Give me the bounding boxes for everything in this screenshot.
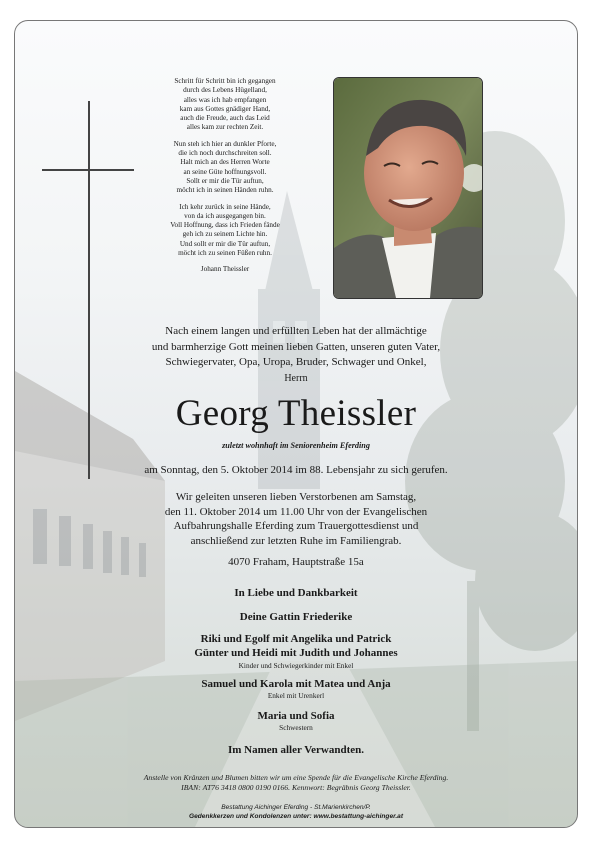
mourner-children-1: Riki und Egolf mit Angelika und Patrick <box>200 633 392 645</box>
last-residence: zuletzt wohnhaft im Seniorenheim Eferding <box>222 441 370 450</box>
mourner-sisters: Maria und Sofia <box>257 710 335 722</box>
poem <box>135 77 315 282</box>
mourner-wife: Deine Gattin Friederike <box>239 611 353 623</box>
family-address: 4070 Fraham, Hauptstraße 15a <box>228 556 364 568</box>
mourner-sisters-role: Schwestern <box>279 723 313 732</box>
poem-stanza-3: Ich kehr zurück in seine Hände, von da ich ausgegangen bin. Voll Hoffnung, dass ich Frieden fände geh ich zu seinem Lichte hin. Und sollt er mir die Tür auftun, möcht ich zu seinen Füßen ruhn. <box>170 202 280 258</box>
mourners-heading: In Liebe und Dankbarkeit <box>234 587 358 599</box>
mourner-children-role: Kinder und Schwiegerkinder mit Enkel <box>238 661 354 670</box>
death-notice: am Sonntag, den 5. Oktober 2014 im 88. Lebensjahr zu sich gerufen. <box>144 464 448 476</box>
salutation: Herrn <box>284 373 308 384</box>
undertaker-name: Bestattung Aichinger Eferding - St.Marienkirchen/P. <box>221 804 371 811</box>
donation-note: Anstelle von Kränzen und Blumen bitten wir um eine Spende für die Evangelische Kirche Eferding. IBAN: AT76 3418 0800 0190 0166. Kennwort: Begräbnis Georg Theissler. <box>143 773 449 792</box>
mourner-grandchild-role: Enkel mit Urenkerl <box>267 691 325 700</box>
portrait-photo <box>333 77 483 299</box>
cross-horizontal <box>42 169 134 171</box>
obituary-card <box>14 20 578 828</box>
poem-stanza-1: Schritt für Schritt bin ich gegangen durch des Lebens Hügelland, alles was ich hab empfangen kam aus Gottes gnädiger Hand, auch die Freude, auch das Leid alles kam zur rechten Zeit. <box>174 77 276 132</box>
mourner-grandchild: Samuel und Karola mit Matea und Anja <box>201 678 391 690</box>
deceased-name: Georg Theissler <box>175 393 417 434</box>
intro-text: Nach einem langen und erfüllten Leben hat der allmächtige und barmherzige Gott meinen lieben Gatten, unseren guten Vater, Schwiegervater, Opa, Uropa, Bruder, Schwager und Onkel, <box>151 325 441 368</box>
mourners-closing: Im Namen aller Verwandten. <box>227 744 365 756</box>
undertaker-info <box>15 804 577 821</box>
undertaker-website: Gedenkkerzen und Kondolenzen unter: www.bestattung-aichinger.at <box>188 812 404 820</box>
mourner-children-2: Günter und Heidi mit Judith und Johannes <box>194 647 398 659</box>
poem-stanza-2: Nun steh ich hier an dunkler Pforte, die ich noch durchschreiten soll. Halt mich an des Herren Worte an seine Güte hoffnungsvoll. Sollt er mir die Tür auftun, möcht ich in seinen Händen ruhn. <box>173 139 277 195</box>
funeral-details: Wir geleiten unseren lieben Verstorbenen am Samstag, den 11. Oktober 2014 um 11.00 Uhr von der Evangelischen Aufbahrungshalle Eferding zum Trauergottesdienst und anschließend zur letzten Ruhe im Familiengrab. <box>164 491 428 547</box>
poem-author: Johann Theissler <box>200 265 250 274</box>
